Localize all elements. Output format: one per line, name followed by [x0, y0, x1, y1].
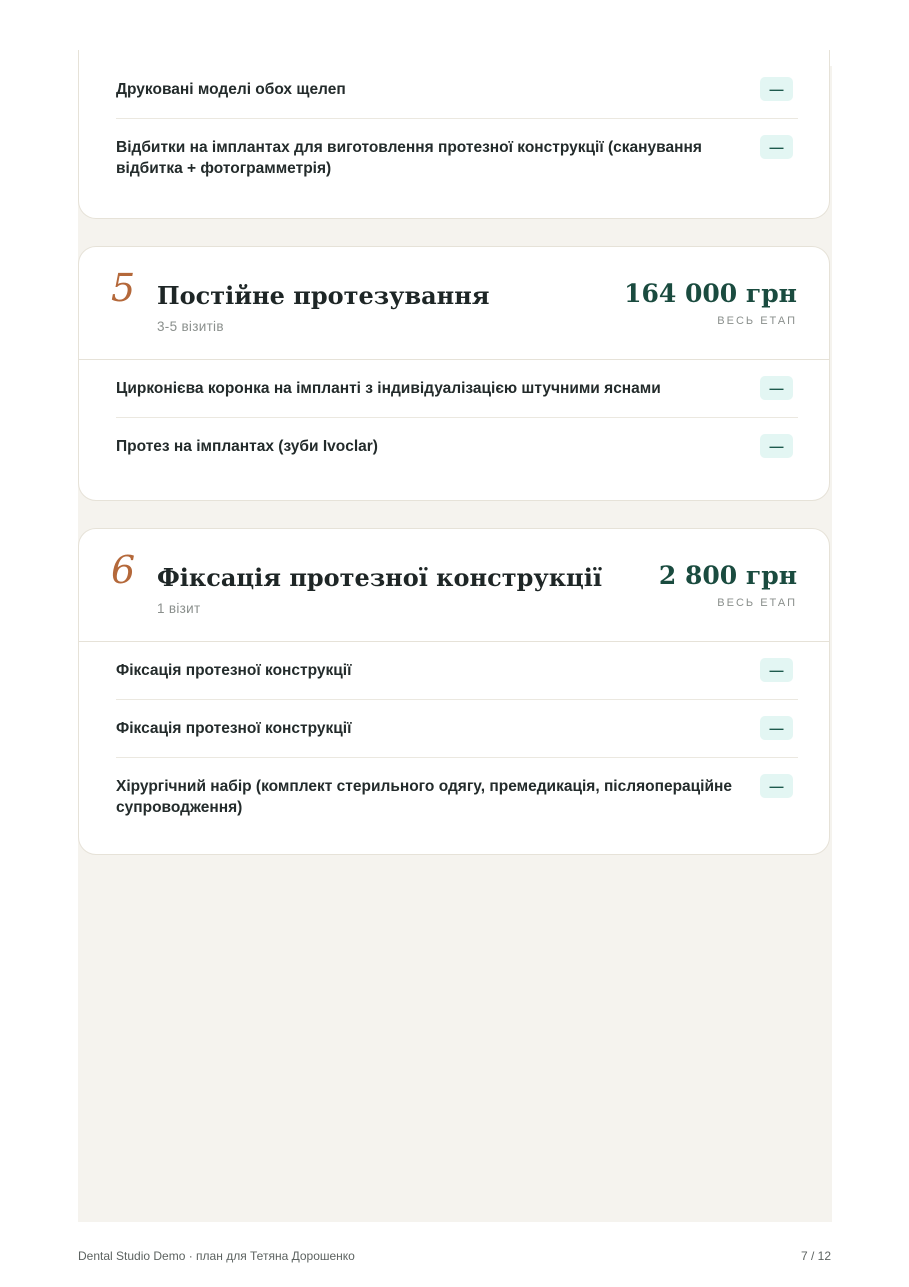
stage-price: 2 800 грн: [658, 561, 797, 590]
list-item: [116, 758, 798, 836]
stage-price: 164 000 грн: [624, 279, 797, 308]
stage-card-5: [78, 246, 830, 501]
stage-header: [79, 529, 829, 642]
stage-price-caption: ВЕСЬ ЕТАП: [717, 315, 797, 327]
list-item: [116, 642, 798, 700]
minus-icon: —: [760, 716, 793, 740]
item-label: Хірургічний набір (комплект стерильного одягу, премедикація, післяопераційне супроводження): [116, 778, 733, 816]
item-label: Відбитки на імплантах для виготовлення протезної конструкції (сканування відбитка + фотограмметрія): [116, 139, 702, 177]
stage-number: 6: [111, 548, 136, 592]
stage-item-list: [116, 642, 798, 836]
stage-title: Постійне протезування: [157, 281, 490, 310]
list-item: [116, 119, 798, 197]
stage-number: 5: [111, 266, 136, 310]
list-item: [116, 61, 798, 119]
list-item: [116, 418, 798, 475]
stage-price-caption: ВЕСЬ ЕТАП: [717, 597, 797, 609]
item-label: Друковані моделі обох щелеп: [116, 81, 346, 98]
list-item: [116, 360, 798, 418]
stage-card-continued: [78, 50, 830, 219]
stage-visits: 3-5 візитів: [157, 319, 224, 334]
minus-icon: —: [760, 434, 793, 458]
minus-icon: —: [760, 774, 793, 798]
footer-document-info: Dental Studio Demo · план для Тетяна Дорошенко: [78, 1249, 355, 1263]
item-label: Фіксація протезної конструкції: [116, 662, 352, 679]
item-label: Протез на імплантах (зуби Ivoclar): [116, 438, 378, 455]
minus-icon: —: [760, 77, 793, 101]
stage-header: [79, 247, 829, 360]
stage-title: Фіксація протезної конструкції: [157, 563, 603, 592]
stage-item-list: [116, 50, 798, 197]
minus-icon: —: [760, 135, 793, 159]
stage-card-6: [78, 528, 830, 855]
item-label: Цирконієва коронка на імпланті з індивідуалізацією штучними яснами: [116, 380, 661, 397]
minus-icon: —: [760, 658, 793, 682]
footer-page-number: 7 / 12: [800, 1249, 831, 1263]
stage-item-list: [116, 360, 798, 475]
list-item: [116, 700, 798, 758]
stage-visits: 1 візит: [157, 601, 201, 616]
minus-icon: —: [760, 376, 793, 400]
item-label: Фіксація протезної конструкції: [116, 720, 352, 737]
